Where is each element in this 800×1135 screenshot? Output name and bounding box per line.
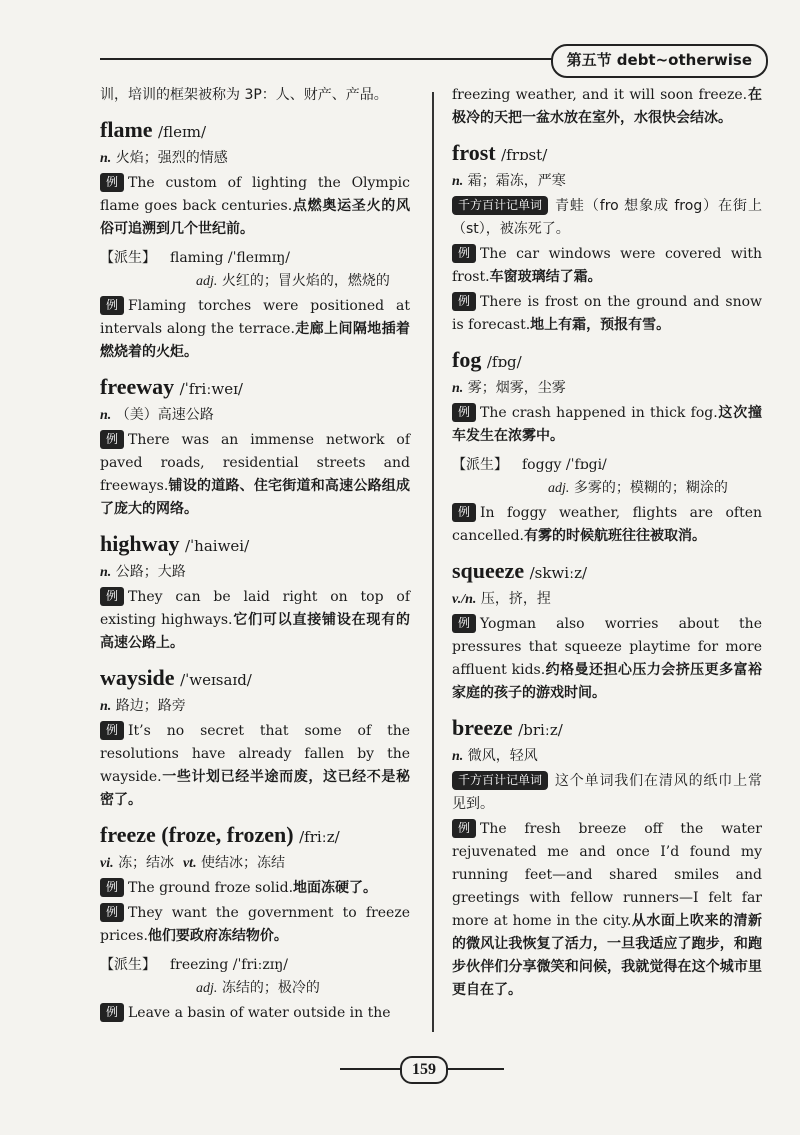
example <box>100 877 410 900</box>
example-icon: 例 <box>452 244 476 263</box>
example-icon: 例 <box>100 173 124 192</box>
entry-flame <box>100 115 410 364</box>
phonetic: /fɒg/ <box>486 353 522 371</box>
entry-freeway <box>100 372 410 521</box>
example-icon: 例 <box>452 403 476 422</box>
definition-text: 公路；大路 <box>115 564 186 580</box>
definition-text: 冻；结冰 <box>118 855 175 871</box>
derivative-label: 【派生】 <box>100 957 156 973</box>
derivative <box>100 247 410 293</box>
example <box>452 818 762 1002</box>
example <box>452 402 762 448</box>
definition <box>452 170 762 193</box>
example-icon: 例 <box>452 503 476 522</box>
headword-text: fog <box>452 347 482 372</box>
example-en: The crash happened in thick fog. <box>480 405 718 421</box>
entry-breeze <box>452 713 762 1002</box>
phonetic: /briːz/ <box>518 721 563 739</box>
example-icon: 例 <box>100 430 124 449</box>
part-of-speech: n. <box>452 381 464 396</box>
derivative-label: 【派生】 <box>100 250 156 266</box>
headword-text: frost <box>452 140 496 165</box>
example <box>452 291 762 337</box>
example-continued <box>452 84 762 130</box>
example-zh: 这次撞车发生在浓雾中。 <box>452 405 762 444</box>
example <box>100 902 410 948</box>
page-number: 159 <box>400 1056 448 1084</box>
derivative-def <box>100 270 410 293</box>
example-en: freezing weather, and it will soon freeze. <box>452 87 748 103</box>
part-of-speech: adj. <box>548 481 570 496</box>
example-en: In foggy weather, flights are often cancelled. <box>452 505 762 544</box>
headword-text: flame <box>100 117 153 142</box>
example <box>100 429 410 521</box>
phonetic: /friːz/ <box>299 828 340 846</box>
definition <box>100 561 410 584</box>
memory-tip-text: 这个单词我们在清风的纸巾上常见到。 <box>452 773 762 812</box>
derivative-label: 【派生】 <box>452 457 508 473</box>
headword-text: freeway <box>100 374 175 399</box>
example-en: The fresh breeze off the water rejuvenated me and once I’d found my running feet—and shared smiles and greetings with fellow runners—I felt far more at home in the city. <box>452 821 762 929</box>
derivative-word: flaming /ˈfleɪmɪŋ/ <box>170 250 291 266</box>
derivative-def-text: 冻结的；极冷的 <box>221 980 320 996</box>
example-en: There was an immense network of paved roads, residential streets and freeways. <box>100 432 410 494</box>
derivative-word: foggy /ˈfɒgi/ <box>522 457 607 473</box>
derivative-def <box>452 477 762 500</box>
phonetic: /ˈweɪsaɪd/ <box>180 671 252 689</box>
definition-text: 使结冰；冻结 <box>201 855 286 871</box>
derivative-def-text: 火红的；冒火焰的，燃烧的 <box>221 273 390 289</box>
phonetic: /ˈhaiwei/ <box>184 537 250 555</box>
example-icon: 例 <box>100 1003 124 1022</box>
example-zh: 从水面上吹来的清新的微风让我恢复了活力，一旦我适应了跑步，和跑步伙伴们分享微笑和问候，我就觉得在这个城市里更自在了。 <box>452 913 762 998</box>
example <box>100 720 410 812</box>
definition <box>100 404 410 427</box>
derivative <box>452 454 762 500</box>
part-of-speech: adj. <box>196 274 218 289</box>
example-zh: 点燃奥运圣火的风俗可追溯到几个世纪前。 <box>100 198 410 237</box>
headword-text: wayside <box>100 665 175 690</box>
headword <box>100 820 410 852</box>
definition <box>452 377 762 400</box>
example-zh: 车窗玻璃结了霜。 <box>489 269 602 285</box>
intro-text: 训，培训的框架被称为 3P：人、财产、产品。 <box>100 87 388 103</box>
headword <box>100 372 410 404</box>
part-of-speech: n. <box>452 174 464 189</box>
definition <box>100 695 410 718</box>
definition-text: 压，挤，捏 <box>480 591 551 607</box>
derivative <box>100 954 410 1000</box>
example <box>100 586 410 655</box>
example-zh: 铺设的道路、住宅街道和高速公路组成了庞大的网络。 <box>100 478 410 517</box>
example-icon: 例 <box>100 587 124 606</box>
headword <box>452 556 762 588</box>
derivative-word: freezing /ˈfriːzɪŋ/ <box>170 957 288 973</box>
example-icon: 例 <box>452 614 476 633</box>
part-of-speech: vi. <box>100 856 114 871</box>
part-of-speech: n. <box>100 699 112 714</box>
example-icon: 例 <box>100 721 124 740</box>
example-zh: 地上有霜，预报有雪。 <box>530 317 671 333</box>
example-icon: 例 <box>452 819 476 838</box>
example <box>452 613 762 705</box>
example <box>100 295 410 364</box>
example-zh: 他们要政府冻结物价。 <box>147 928 288 944</box>
headword-text: highway <box>100 531 180 556</box>
memory-tip-text: 青蛙（fro 想象成 frog）在街上（st），被冻死了。 <box>452 198 762 237</box>
example-zh: 它们可以直接铺设在现有的高速公路上。 <box>100 612 410 651</box>
memory-tip <box>452 770 762 816</box>
definition <box>100 852 410 875</box>
definition <box>452 745 762 768</box>
example <box>452 502 762 548</box>
example-en: Leave a basin of water outside in the <box>128 1005 391 1021</box>
definition-text: （美）高速公路 <box>115 407 214 423</box>
part-of-speech: vt. <box>182 856 197 871</box>
headword <box>452 713 762 745</box>
phonetic: /fleɪm/ <box>158 123 207 141</box>
headword <box>452 345 762 377</box>
example-en: Flaming torches were positioned at intervals along the terrace. <box>100 298 410 337</box>
entry-frost <box>452 138 762 337</box>
example-en: They can be laid right on top of existing highways. <box>100 589 410 628</box>
definition-text: 路边；路旁 <box>115 698 186 714</box>
left-column <box>100 84 410 1025</box>
part-of-speech: n. <box>452 749 464 764</box>
example <box>100 1002 410 1025</box>
entry-freeze <box>100 820 410 1025</box>
definition-text: 霜；霜冻，严寒 <box>467 173 566 189</box>
definition-text: 微风，轻风 <box>467 748 538 764</box>
phonetic: /ˈfriːweɪ/ <box>179 380 243 398</box>
headword-text: breeze <box>452 715 513 740</box>
part-of-speech: adj. <box>196 981 218 996</box>
phonetic: /frɒst/ <box>501 146 548 164</box>
example-zh: 约格曼还担心压力会挤压更多富裕家庭的孩子的游戏时间。 <box>452 662 762 701</box>
section-header: 第五节 debt~otherwise <box>551 44 768 78</box>
example-zh: 有雾的时候航班往往被取消。 <box>523 528 706 544</box>
entry-squeeze <box>452 556 762 705</box>
headword <box>452 138 762 170</box>
memory-tip <box>452 195 762 241</box>
example-en: The ground froze solid. <box>128 880 294 896</box>
example-zh: 在极冷的天把一盆水放在室外，水很快会结冰。 <box>452 87 762 126</box>
example <box>452 243 762 289</box>
part-of-speech: v./n. <box>452 592 477 607</box>
example-icon: 例 <box>100 878 124 897</box>
entry-wayside <box>100 663 410 812</box>
memory-tag: 千方百计记单词 <box>452 771 548 790</box>
example-icon: 例 <box>452 292 476 311</box>
part-of-speech: n. <box>100 408 112 423</box>
example-en: It’s no secret that some of the resolutions have already fallen by the wayside. <box>100 723 410 785</box>
right-column <box>452 84 762 1002</box>
derivative-def-text: 多雾的；模糊的；糊涂的 <box>573 480 728 496</box>
definition-text: 雾；烟雾，尘雾 <box>467 380 566 396</box>
phonetic: /skwiːz/ <box>529 564 588 582</box>
example <box>100 172 410 241</box>
definition <box>100 147 410 170</box>
part-of-speech: n. <box>100 565 112 580</box>
example-en: The custom of lighting the Olympic flame goes back centuries. <box>100 175 410 214</box>
example-icon: 例 <box>100 296 124 315</box>
example-en: Yogman also worries about the pressures that squeeze playtime for more affluent kids. <box>452 616 762 678</box>
example-icon: 例 <box>100 903 124 922</box>
example-zh: 走廊上间隔地插着燃烧着的火炬。 <box>100 321 410 360</box>
part-of-speech: n. <box>100 151 112 166</box>
entry-fog <box>452 345 762 548</box>
headword <box>100 115 410 147</box>
example-zh: 一些计划已经半途而废，这已经不是秘密了。 <box>100 769 410 808</box>
headword <box>100 663 410 695</box>
example-zh: 地面冻硬了。 <box>293 880 378 896</box>
definition-text: 火焰；强烈的情感 <box>115 150 228 166</box>
memory-tag: 千方百计记单词 <box>452 196 548 215</box>
headword-text: freeze (froze, frozen) <box>100 822 294 847</box>
example-en: The car windows were covered with frost. <box>452 246 762 285</box>
headword <box>100 529 410 561</box>
derivative-def <box>100 977 410 1000</box>
headword-text: squeeze <box>452 558 525 583</box>
example-en: There is frost on the ground and snow is forecast. <box>452 294 762 333</box>
entry-highway <box>100 529 410 655</box>
column-divider <box>432 92 434 1032</box>
definition <box>452 588 762 611</box>
example-en: They want the government to freeze prices. <box>100 905 410 944</box>
